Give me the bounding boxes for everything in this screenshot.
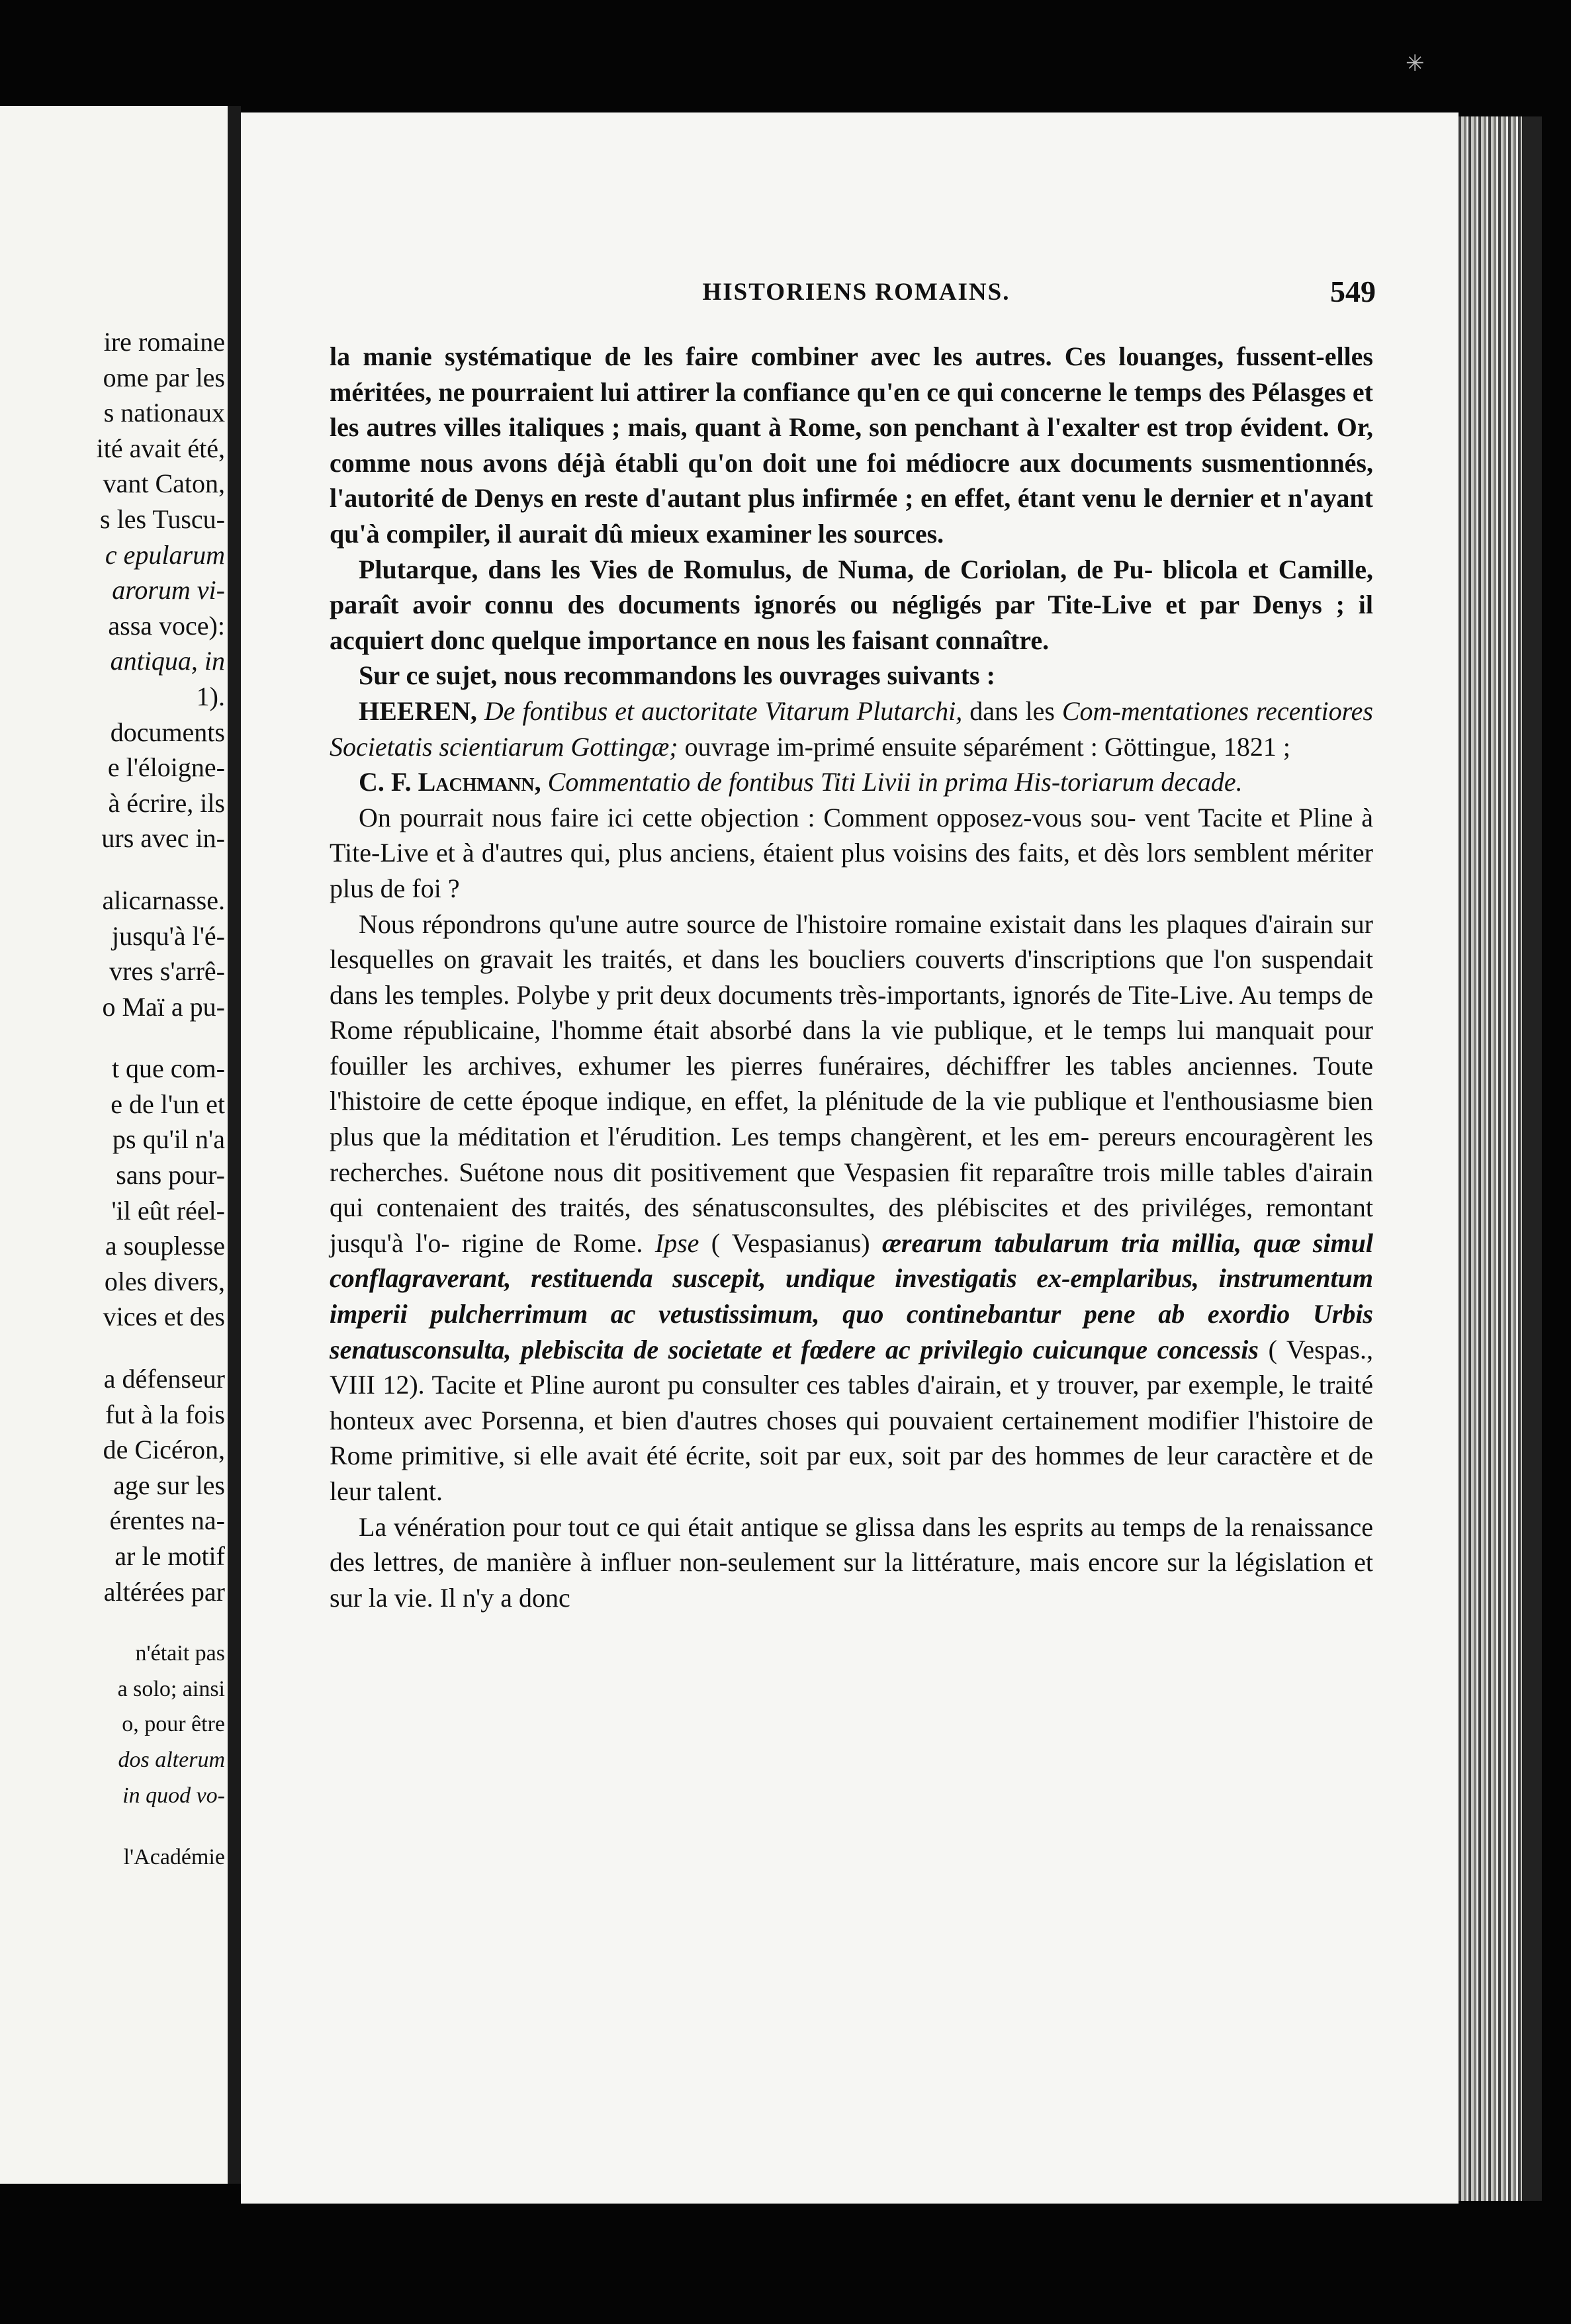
- left-line: ité avait été,: [96, 433, 225, 463]
- running-head: [337, 275, 1376, 318]
- author-name: C. F. Lachmann,: [359, 767, 548, 797]
- left-line: vices et des: [103, 1302, 225, 1332]
- left-line: de Cicéron,: [103, 1435, 225, 1465]
- text-line: l'autorité de Denys en reste d'autant plus infirmée ; en effet, étant: [330, 483, 1083, 514]
- left-line: c epularum: [105, 539, 225, 570]
- text-segment: ( Vespasianus): [699, 1228, 882, 1258]
- left-line: t que com-: [111, 1053, 225, 1084]
- left-line: vant Caton,: [103, 469, 225, 499]
- text-segment: dans les: [962, 695, 1062, 726]
- text-line: blicola et Camille, paraît avoir connu des documents ignorés ou négligés: [330, 554, 1373, 620]
- running-head-title: HISTORIENS ROMAINS.: [702, 279, 1010, 306]
- left-footnote-line: o, pour être: [122, 1712, 225, 1737]
- paragraph: [330, 339, 1373, 552]
- left-line: ar le motif: [114, 1541, 225, 1571]
- text-line: Sur ce sujet, nous recommandons les ouvrages suivants :: [359, 660, 995, 691]
- page-number: 549: [1330, 275, 1376, 308]
- dust-speck-icon: ✳: [1406, 52, 1425, 76]
- text-line: les sources.: [817, 518, 944, 549]
- latin-quote: ærearum tabularum tria millia, quæ simul conflagraverant, restituenda suscepit, undique investigatis ex-emplaribus, instrumentum imperii pulcherrimum ac vetustissimum, quo continebantur pene ab exordio Urbis senatusconsulta, plebiscita de societate et fœdere ac privilegio cuicunque concessis: [330, 1228, 1373, 1364]
- left-line: a souplesse: [105, 1231, 225, 1261]
- bibliography-entry: [330, 693, 1373, 764]
- left-line: oles divers,: [104, 1266, 225, 1296]
- body-text: [330, 339, 1373, 1615]
- left-line: alicarnasse.: [102, 885, 225, 915]
- work-title: De fontibus et auctoritate Vitarum Plutarchi,: [484, 695, 963, 726]
- text-line: et le temps lui manquait pour fouiller les archives, exhumer les pierres: [330, 1015, 1373, 1081]
- left-line: arorum vi-: [112, 575, 225, 605]
- book-cover-edge: [1522, 116, 1542, 2201]
- left-line: antiqua, in: [110, 646, 225, 676]
- left-line: fut à la fois: [105, 1399, 225, 1429]
- text-line: la manie systématique de les faire combiner avec les autres. Ces louanges,: [330, 341, 1237, 371]
- left-line: sans pour-: [116, 1160, 225, 1190]
- paragraph: [330, 658, 1373, 693]
- work-title: Commentatio de fontibus Titi Livii in prima His-toriarum decade.: [547, 767, 1243, 797]
- text-line: vent Tacite et Pline à Tite-Live et à d'autres qui, plus anciens, étaient plus: [330, 802, 1373, 868]
- text-line: Vespasien fit reparaître trois mille tables d'airain qui contenaient des traités,: [330, 1157, 1373, 1223]
- left-footnote-line: n'était pas: [135, 1641, 225, 1666]
- text-line: les plaques d'airain sur lesquelles on gravait les traités, et dans les: [330, 909, 1373, 975]
- text-line: plus que la méditation et l'érudition. Les temps changèrent, et les em-: [330, 1122, 1099, 1152]
- text-line: sur la littérature, mais encore sur la législation et sur la vie. Il n'y a donc: [330, 1547, 1373, 1613]
- left-line: ome par les: [103, 362, 225, 392]
- text-line: funéraires, déchiffrer les tables anciennes. Toute l'histoire de cette époque: [330, 1050, 1373, 1116]
- text-line: On pourrait nous faire ici cette objection : Comment opposez-vous sou-: [359, 802, 1145, 832]
- left-line: érentes na-: [109, 1505, 225, 1536]
- left-footnote-line: l'Académie: [123, 1845, 225, 1870]
- text-line: à Rome, son penchant à l'exalter est trop évident. Or, comme nous avons: [330, 412, 1373, 478]
- left-line: e de l'un et: [111, 1089, 225, 1119]
- left-line: 1).: [196, 681, 225, 711]
- paragraph: [330, 907, 1373, 1509]
- left-line: urs avec in-: [101, 823, 225, 854]
- text-line: Plutarque, dans les Vies de Romulus, de Numa, de Coriolan, de Pu-: [359, 554, 1163, 584]
- text-line: indique, en effet, la plénitude de la vie publique et l'enthousiasme bien: [606, 1086, 1373, 1116]
- text-segment: ( Vespas., VIII 12). Tacite et Pline auront pu consulter ces tables d'airain, et y trouver, par exemple, le traité honteux avec Porsenna, et bien d'autres choses qui pouvaient certainement modifier l'histoire de Rome primitive, si elle avait été écrite, soit par eux, soit par des hommes de leur caractère et de leur talent.: [330, 1334, 1373, 1506]
- author-name: HEEREN,: [359, 695, 484, 726]
- paragraph: [330, 1509, 1373, 1616]
- left-page: [0, 106, 228, 2184]
- text-line: pereurs encouragèrent les recherches. Suétone nous dit positivement que: [330, 1122, 1373, 1187]
- text-line: voisins des faits, et dès lors semblent mériter plus de foi ?: [330, 838, 1374, 903]
- text-line: La vénération pour tout ce qui était antique se glissa dans les esprits: [359, 1511, 1091, 1542]
- text-line: concerne le temps des Pélasges et les autres villes italiques ; mais, quant: [330, 377, 1373, 443]
- left-line: ire romaine: [103, 327, 225, 357]
- text-line: au temps de la renaissance des lettres, de manière à influer non-seulement: [330, 1511, 1373, 1578]
- left-footnote-line: in quod vo-: [122, 1783, 225, 1808]
- latin-quote: Ipse: [654, 1228, 699, 1258]
- left-line-gap: [0, 1024, 225, 1051]
- left-line: e l'éloigne-: [107, 752, 225, 783]
- book-gutter: [228, 106, 241, 2184]
- left-line: assa voce):: [108, 610, 225, 641]
- paragraph: [330, 800, 1373, 907]
- text-line: temps de Rome républicaine, l'homme était absorbé dans la vie publique,: [330, 979, 1373, 1046]
- work-title: Com-mentationes recentiores Societatis scientiarum Gottingæ;: [330, 695, 1373, 762]
- text-line: Polybe y prit deux documents très-importants, ignorés de Tite-Live. Au: [516, 979, 1279, 1010]
- left-line: à écrire, ils: [108, 787, 225, 818]
- left-footnote-line: dos alterum: [118, 1747, 225, 1772]
- text-segment: rigine de Rome.: [462, 1228, 655, 1258]
- text-line: fussent-elles méritées, ne pourraient lui attirer la confiance qu'en ce qui: [330, 341, 1373, 407]
- right-page: [241, 112, 1459, 2204]
- text-line: des sénatusconsultes, des plébiscites et des priviléges, remontant jusqu'à l'o-: [330, 1192, 1373, 1258]
- left-line: s les Tuscu-: [100, 504, 225, 534]
- left-line: age sur les: [113, 1470, 225, 1500]
- left-line: altérées par: [103, 1576, 225, 1607]
- left-line: documents: [110, 717, 225, 747]
- left-line: s nationaux: [103, 398, 225, 428]
- left-line: vres s'arrê-: [109, 956, 225, 987]
- paragraph: [330, 552, 1373, 658]
- left-line-gap: [0, 1813, 225, 1840]
- text-line: boucliers couverts d'inscriptions que l'on suspendait dans les temples.: [330, 944, 1374, 1010]
- text-line: Nous répondrons qu'une autre source de l'histoire romaine existait dans: [359, 909, 1130, 939]
- left-line: jusqu'à l'é-: [111, 920, 225, 951]
- text-line: venu le dernier et n'ayant qu'à compiler, il aurait dû mieux examiner: [330, 483, 1373, 549]
- left-line-gap: [0, 856, 225, 883]
- bibliography-entry: [330, 764, 1373, 800]
- page-edges: [1459, 116, 1522, 2201]
- left-line-gap: [0, 1609, 225, 1636]
- text-line: par Tite-Live et par Denys ; il acquiert donc quelque importance en nous: [330, 590, 1373, 655]
- left-line: 'il eût réel-: [111, 1195, 225, 1226]
- left-line: o Maï a pu-: [102, 991, 225, 1022]
- text-line: les faisant connaître.: [816, 625, 1050, 655]
- left-footnote-line: a solo; ainsi: [117, 1676, 225, 1701]
- left-line: ps qu'il n'a: [112, 1124, 225, 1155]
- left-page-text: [0, 324, 225, 1875]
- left-line-gap: [0, 1335, 225, 1361]
- text-line: déjà établi qu'on doit une foi médiocre aux documents susmentionnés,: [557, 447, 1373, 478]
- text-segment: ouvrage im-primé ensuite séparément : Göttingue, 1821 ;: [678, 731, 1290, 762]
- left-line: a défenseur: [103, 1364, 225, 1394]
